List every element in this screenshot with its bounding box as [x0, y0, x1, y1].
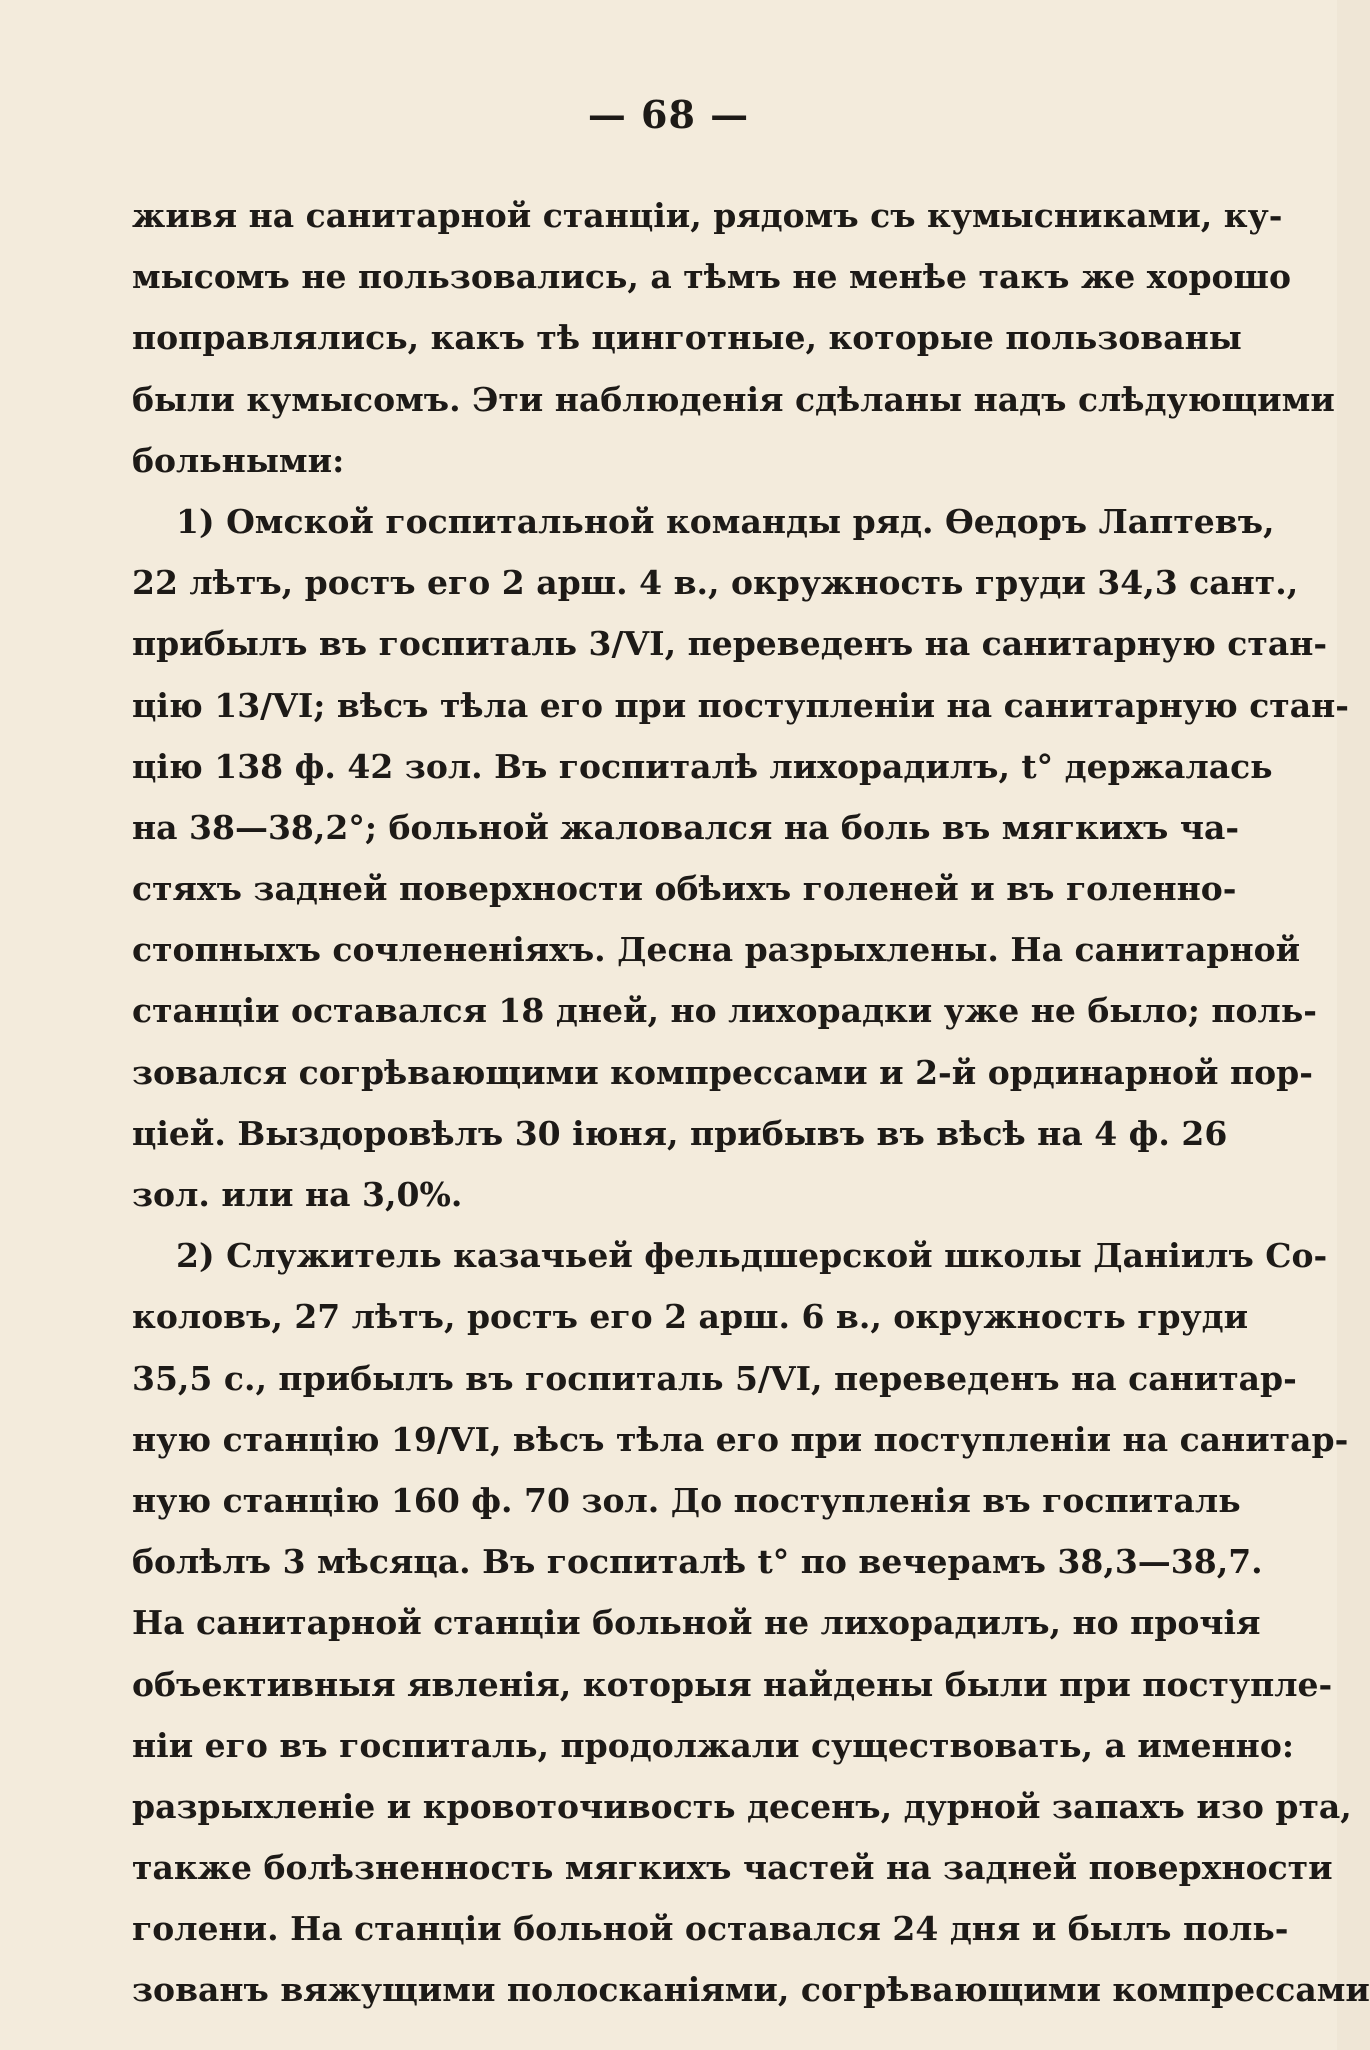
text-line: на 38—38,2°; больной жаловался на боль въ мягкихъ ча- [132, 807, 1240, 847]
text-line: прибылъ въ госпиталь 3/VI, переведенъ на санитарную стан- [132, 624, 1328, 664]
text-line: ціей. Выздоровѣлъ 30 іюня, прибывъ въ вѣсѣ на 4 ф. 26 [132, 1113, 1228, 1153]
text-line: цію 138 ф. 42 зол. Въ госпиталѣ лихорадилъ, t° держалась [132, 746, 1273, 786]
text-line: болѣлъ 3 мѣсяца. Въ госпиталѣ t° по вечерамъ 38,3—38,7. [132, 1542, 1263, 1582]
text-line: поправлялись, какъ тѣ цинготные, которые пользованы [132, 318, 1242, 358]
text-line: зол. или на 3,0%. [132, 1175, 463, 1214]
text-line: ніи его въ госпиталь, продолжали существовать, а именно: [132, 1725, 1295, 1765]
text-line: разрыхленіе и кровоточивость десенъ, дурной запахъ изо рта, [132, 1786, 1352, 1826]
text-line: объективныя явленія, которыя найдены были при поступле- [132, 1664, 1333, 1704]
text-line: зовался согрѣвающими компрессами и 2-й ординарной пор- [132, 1052, 1313, 1092]
text-line: также болѣзненность мягкихъ частей на задней поверхности [132, 1848, 1333, 1888]
text-line: голени. На станціи больной оставался 24 дня и былъ поль- [132, 1909, 1289, 1949]
text-line: ную станцію 160 ф. 70 зол. До поступленія въ госпиталь [132, 1480, 1241, 1520]
text-line: 35,5 с., прибылъ въ госпиталь 5/VI, переведенъ на санитар- [132, 1358, 1297, 1398]
text-line: зованъ вяжущими полосканіями, согрѣвающими компрессами [132, 1970, 1370, 2010]
page-number: — 68 — [587, 92, 750, 137]
text-line: были кумысомъ. Эти наблюденія сдѣланы надъ слѣдующими [132, 379, 1335, 419]
text-line: 22 лѣтъ, ростъ его 2 арш. 4 в., окружность груди 34,3 сант., [132, 563, 1299, 603]
text-line: стяхъ задней поверхности обѣихъ голеней и въ голенно- [132, 869, 1237, 909]
text-line: коловъ, 27 лѣтъ, ростъ его 2 арш. 6 в., окружность груди [132, 1297, 1249, 1337]
text-line: мысомъ не пользовались, а тѣмъ не менѣе такъ же хорошо [132, 257, 1292, 297]
text-line: ную станцію 19/VI, вѣсъ тѣла его при поступленіи на санитар- [132, 1419, 1349, 1459]
text-line: больными: [132, 440, 345, 480]
text-line: цію 13/VI; вѣсъ тѣла его при поступленіи на санитарную стан- [132, 685, 1349, 725]
text-line: станціи оставался 18 дней, но лихорадки уже не было; поль- [132, 991, 1317, 1031]
text-line: живя на санитарной станціи, рядомъ съ кумысниками, ку- [132, 196, 1283, 235]
text-line: 2) Служитель казачьей фельдшерской школы Даніилъ Со- [176, 1236, 1328, 1276]
text-line: стопныхъ сочлененіяхъ. Десна разрыхлены. На санитарной [132, 930, 1301, 970]
text-line: На санитарной станціи больной не лихорадилъ, но прочія [132, 1603, 1261, 1643]
body-text [132, 185, 1370, 2021]
text-line: 1) Омской госпитальной команды ряд. Өедоръ Лаптевъ, [176, 501, 1275, 541]
